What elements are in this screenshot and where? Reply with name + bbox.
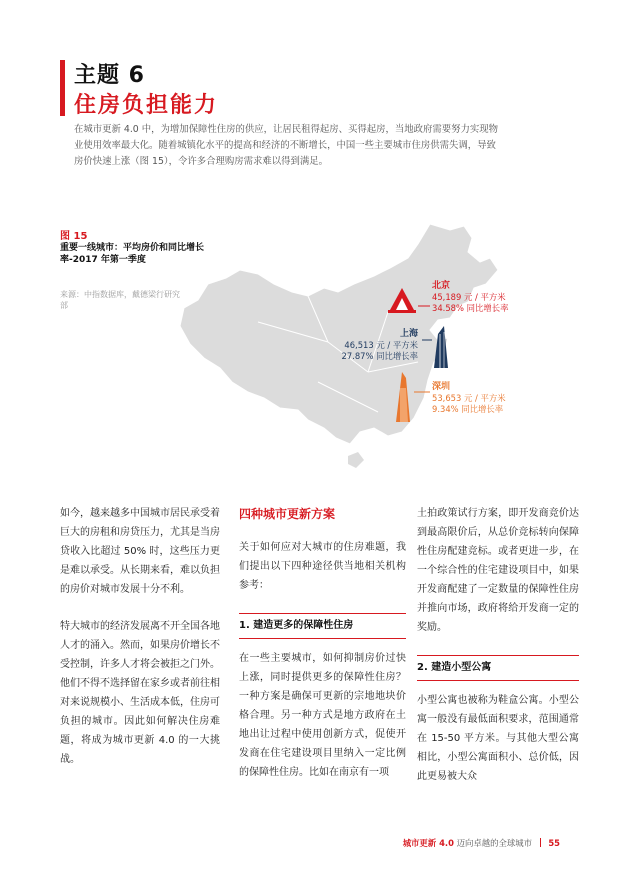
subsection-heading: 2. 建造小型公寓: [417, 655, 579, 681]
city-price: 45,189 元 / 平方米: [432, 292, 506, 302]
page-title: 住房负担能力: [74, 93, 219, 118]
footer-brand: 城市更新 4.0: [402, 838, 454, 848]
body-paragraph: 在一些主要城市，如何抑制房价过快上涨，同时提供更多的保障性住房？一种方案是确保可更新的宗地地块价格合理。另一种方式是地方政府在土地出让过程中使用创新方式，促使开发商在住宅建设项目里纳入一定比例的保障性住房。比如在南京有一项: [239, 653, 406, 778]
city-price: 53,653 元 / 平方米: [432, 393, 506, 403]
body-paragraph: 特大城市的经济发展离不开全国各地人才的涌入。然而，如果房价增长不受控制，许多人才将会被拒之门外。他们不得不选择留在家乡或者前往相对来说规模小、生活成本低，住房可负担的城市。因此如何解决住房难题，将成为城市更新 4.0 的一大挑战。: [60, 621, 220, 765]
figure-title: 重要一线城市：平均房价和同比增长率-2017 年第一季度: [60, 243, 205, 265]
city-growth: 9.34% 同比增长率: [432, 404, 504, 414]
subsection-heading: 1. 建造更多的保障性住房: [239, 613, 406, 639]
city-label-shanghai: [334, 329, 418, 362]
body-paragraph: 如今，越来越多中国城市居民承受着巨大的房租和房贷压力，尤其是当房贷收入比超过 50% 时，这些压力更是难以承受。从长期来看，难以负担的房价对城市发展十分不利。: [60, 508, 220, 595]
city-growth: 27.87% 同比增长率: [341, 351, 418, 361]
theme-number: 主题 6: [74, 63, 145, 88]
body-paragraph: 小型公寓也被称为鞋盒公寓。小型公寓一般没有最低面积要求，范围通常在 15-50 平方米。与其他大型公寓相比，小型公寓面积小、总价低，因此更易被大众: [417, 695, 579, 782]
hainan-shape: [348, 452, 364, 468]
body-paragraph: 关于如何应对大城市的住房难题，我们提出以下四种途径供当地相关机构参考：: [239, 542, 406, 591]
body-column-2: [239, 504, 406, 800]
city-label-shenzhen: [432, 382, 506, 415]
figure-source: 来源：中指数据库，戴德梁行研究部: [60, 290, 180, 310]
body-column-3: [417, 504, 579, 804]
title-accent-bar: [60, 60, 65, 116]
section-heading: 四种城市更新方案: [239, 507, 336, 521]
page-footer: [403, 837, 560, 849]
page-number: 55: [548, 838, 560, 848]
footer-tagline: 迈向卓越的全球城市: [456, 838, 532, 848]
city-growth: 34.58% 同比增长率: [432, 303, 509, 313]
figure-label: 图 15: [60, 231, 88, 242]
intro-paragraph: 在城市更新 4.0 中，为增加保障性住房的供应，让居民租得起房、买得起房，当地政府需要努力实现物业使用效率最大化。随着城镇化水平的提高和经济的不断增长，中国一些主要城市住房供需失调，导致房价快速上涨（图 15），令许多合理购房需求难以得到满足。: [74, 124, 498, 167]
footer-divider: [540, 838, 541, 847]
body-column-1: [60, 504, 220, 787]
city-price: 46,513 元 / 平方米: [344, 340, 418, 350]
city-label-beijing: [432, 281, 508, 314]
body-paragraph: 土拍政策试行方案，即开发商竞价达到最高限价后，从总价竞标转向保障性住房配建竞标。或者更进一步，在一个综合性的住宅建设项目中，如果开发商配建了一定数量的保障性住房并推向市场，政府将给开发商一定的奖励。: [417, 508, 579, 633]
city-name: 北京: [432, 281, 451, 291]
city-name: 深圳: [432, 382, 451, 392]
city-name: 上海: [399, 329, 418, 339]
